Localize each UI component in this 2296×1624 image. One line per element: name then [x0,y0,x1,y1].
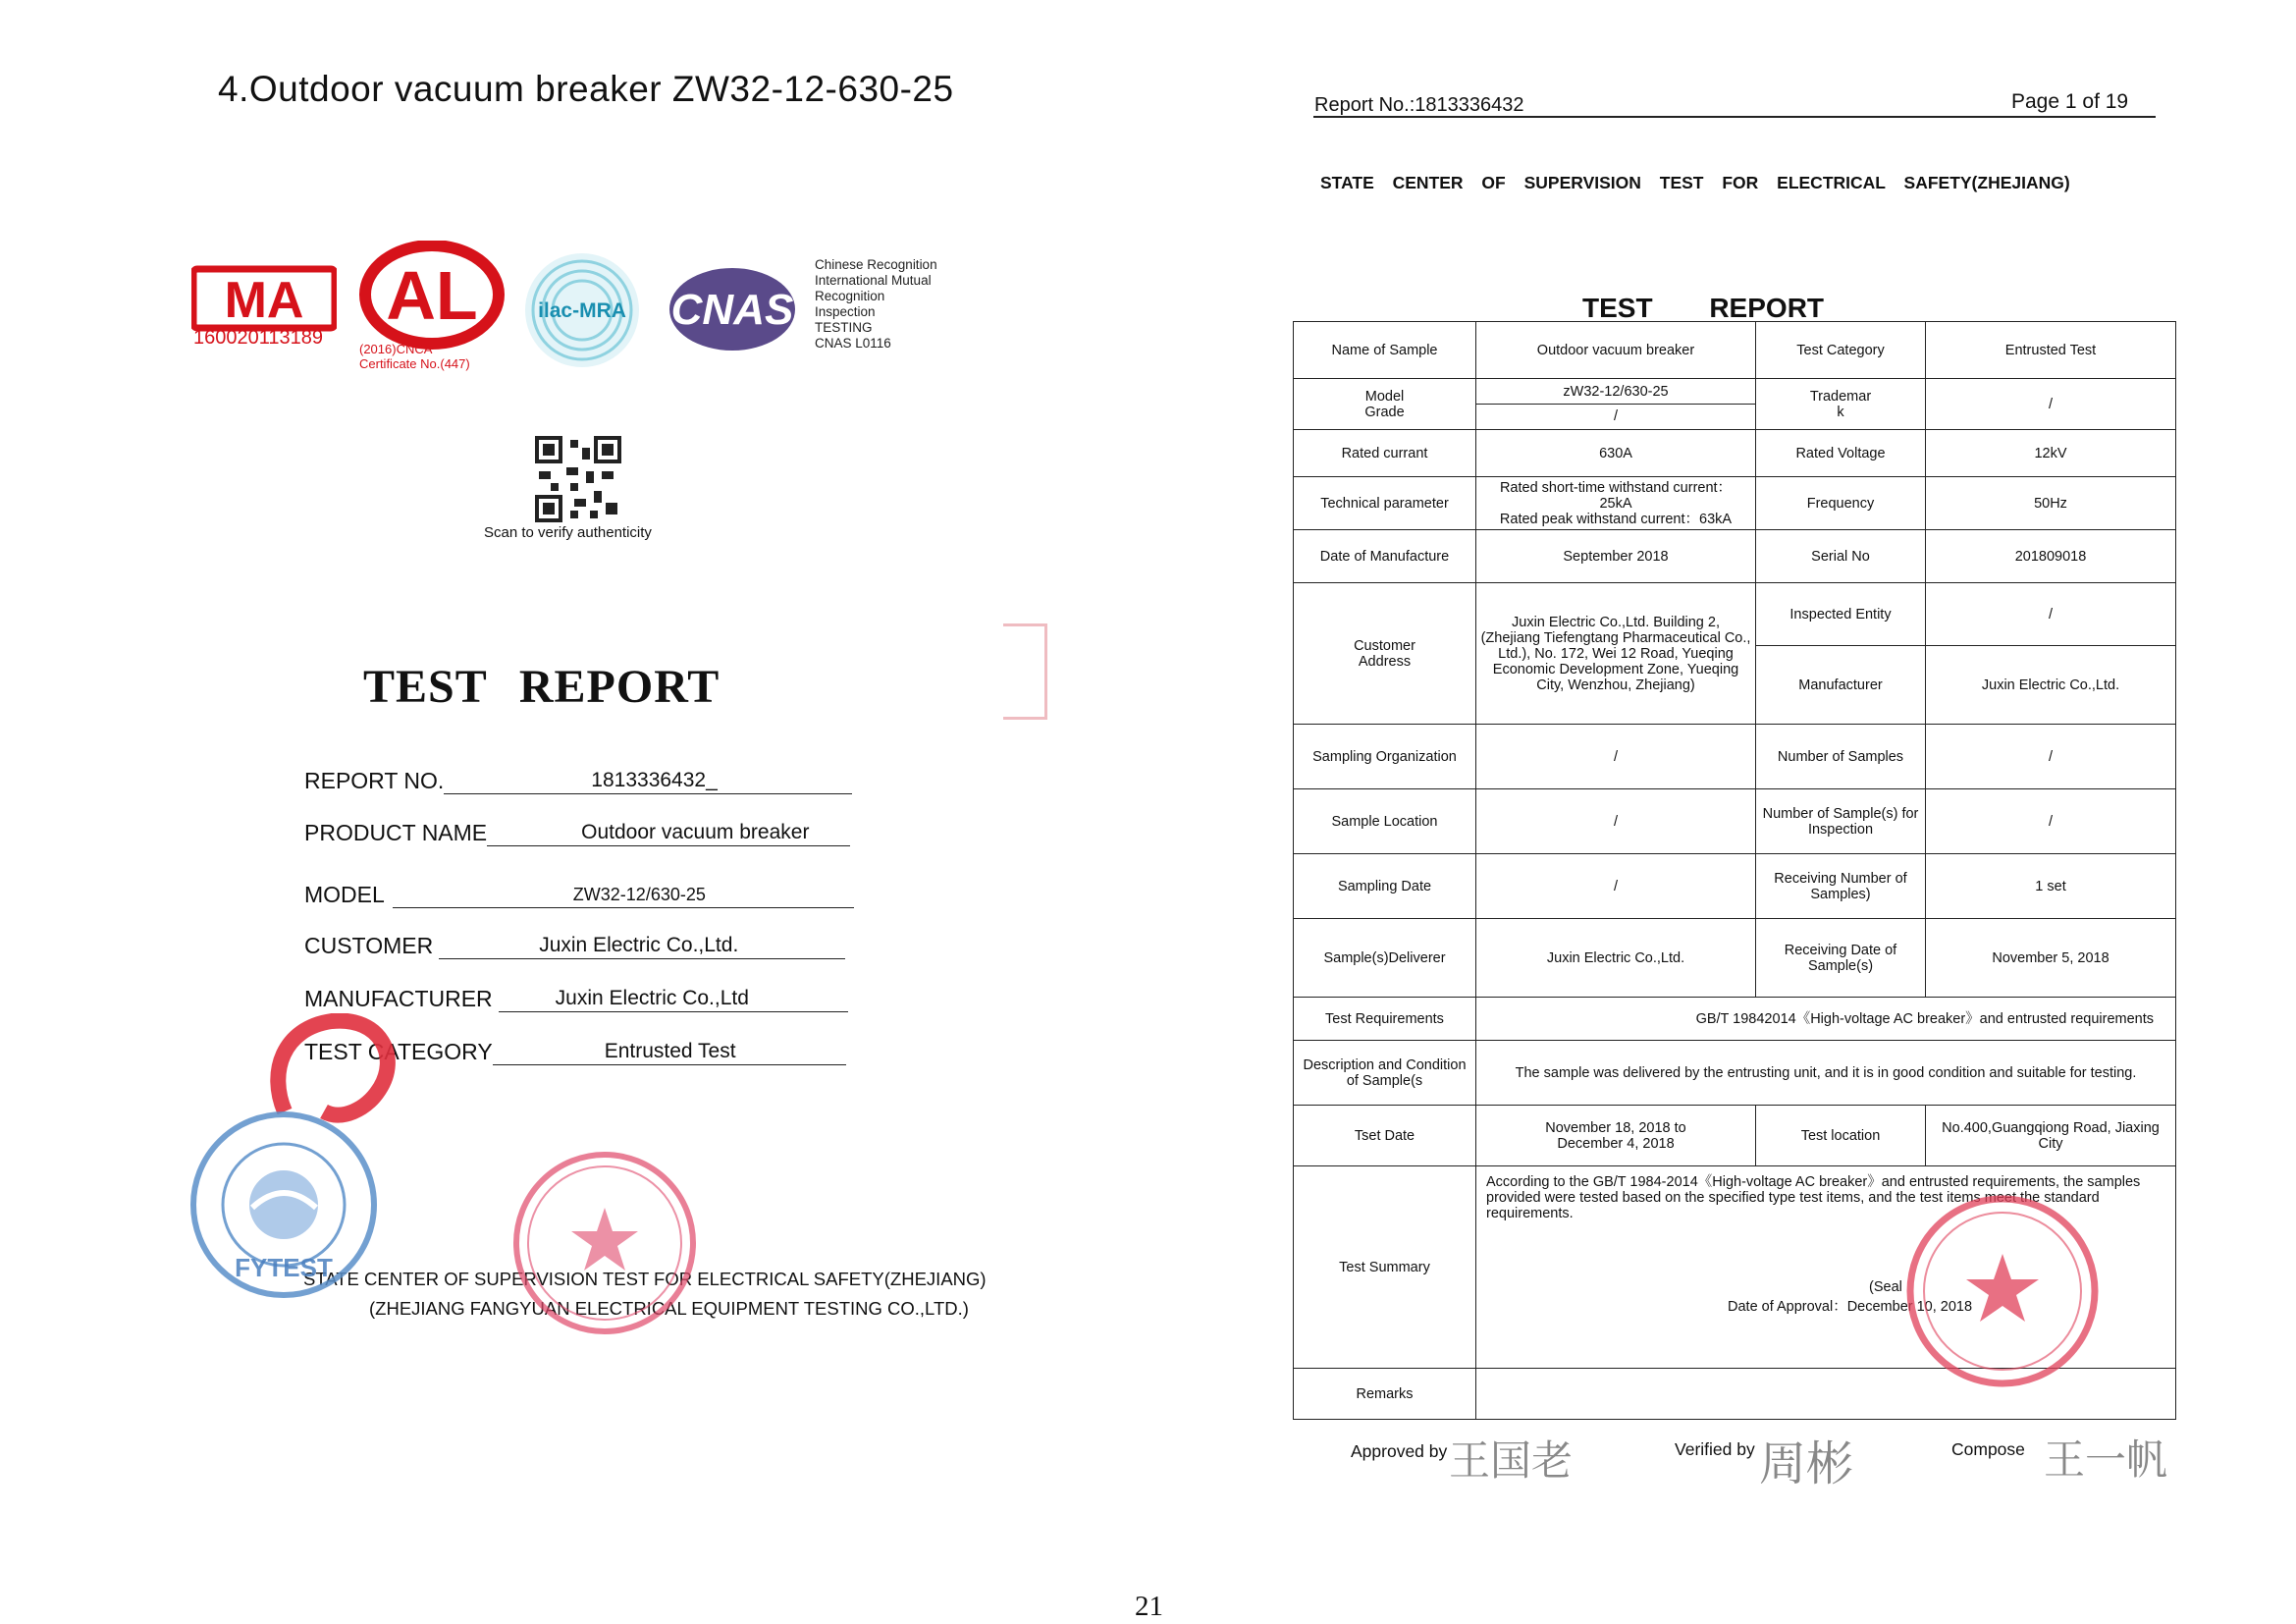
field-manufacturer: MANUFACTURER Juxin Electric Co.,Ltd [304,986,848,1012]
table-row: Rated currant 630A Rated Voltage 12kV [1294,430,2176,477]
approval-seal-stamp-icon [1904,1193,2101,1389]
org-name: STATE CENTER OF SUPERVISION TEST FOR ELECTRICAL SAFETY(ZHEJIANG) [303,1269,987,1289]
table-row: Test Requirements GB/T 19842014《High-voltage AC breaker》and entrusted requirements [1294,998,2176,1041]
table-row: Description and Condition of Sample(s The sample was delivered by the entrusting unit, and it is in good condition and suitable for testing. [1294,1041,2176,1106]
svg-text:CNAS: CNAS [670,286,794,334]
table-row: Technical parameter Rated short-time withstand current： 25kA Rated peak withstand current：63kA Frequency 50Hz [1294,477,2176,530]
table-row: Name of Sample Outdoor vacuum breaker Test Category Entrusted Test [1294,322,2176,379]
test-category-value: Entrusted Test [604,1040,736,1062]
table-row: Remarks [1294,1369,2176,1420]
table-row: Customer Address Juxin Electric Co.,Ltd. Building 2, (Zhejiang Tiefengtang Pharmaceutical Co., Ltd.), No. 172, Wei 12 Road, Yueqing Economic Development Zone, Yueqing City, Wenzhou, Zhejiang) Inspected Entity / [1294,583,2176,646]
field-model: MODEL ZW32-12/630-25 [304,882,854,908]
recognition-text: Chinese Recognition International Mutual Recognition Inspection TESTING CNAS L0116 [815,257,937,351]
left-report-title: TEST REPORT [363,661,721,713]
field-product-name: PRODUCT NAME Outdoor vacuum breaker [304,820,850,846]
table-row: Sample Location / Number of Sample(s) for Inspection / [1294,789,2176,854]
cnca-logo [358,241,506,358]
cma-number: 160020113189 [193,327,323,349]
svg-text:MA: MA [224,272,304,329]
table-row: Date of Manufacture September 2018 Serial No 201809018 [1294,530,2176,583]
verified-by-label: Verified by [1675,1439,1755,1459]
compose-signature-icon: 王一帆 [2044,1435,2168,1484]
table-row: Sampling Organization / Number of Samples / [1294,725,2176,789]
center-name: STATE CENTER OF SUPERVISION TEST FOR ELECTRICAL SAFETY(ZHEJIANG) [1320,173,2070,192]
scan-text: Scan to verify authenticity [484,524,652,541]
table-row: Sampling Date / Receiving Number of Samples) 1 set [1294,854,2176,919]
cnca-certificate: (2016)CNCA Certificate No.(447) [359,342,470,371]
approved-signature-icon: 王国老 [1449,1436,1574,1485]
report-number: Report No.:1813336432 [1314,94,1524,116]
svg-text:ilac-MRA: ilac-MRA [538,299,626,322]
table-row: Model Grade zW32-12/630-25 / Trademar k / [1294,379,2176,430]
manufacturer-value: Juxin Electric Co.,Ltd [555,987,749,1009]
red-seal-stamp-icon [510,1149,699,1337]
table-row: Sample(s)Deliverer Juxin Electric Co.,Ltd. Receiving Date of Sample(s) November 5, 2018 [1294,919,2176,998]
approved-by-label: Approved by [1351,1441,1448,1461]
page-number: 21 [1135,1591,1163,1622]
report-no-value: 1813336432_ [591,769,718,791]
product-name-value: Outdoor vacuum breaker [581,821,810,843]
page-heading: 4.Outdoor vacuum breaker ZW32-12-630-25 [218,69,954,109]
ilac-mra-logo [522,250,642,370]
compose-label: Compose [1951,1439,2025,1459]
cma-logo [191,263,337,334]
model-value: ZW32-12/630-25 [572,885,706,904]
header-rule [1313,116,2156,118]
blue-seal-stamp-icon [188,1110,380,1301]
customer-value: Juxin Electric Co.,Ltd. [539,934,739,956]
table-row: Manufacturer Juxin Electric Co.,Ltd. [1294,646,2176,725]
fytest-stamp-text: FYTEST [235,1253,333,1282]
svg-text:AL: AL [386,257,478,334]
table-row: Test Summary According to the GB/T 1984-2014《High-voltage AC breaker》and entrusted requirements, the samples provided were tested based on the specified type test items, and the test items meet the standard requirements. (Seal Date of Approval：December 10, 2018 [1294,1166,2176,1369]
qr-code-icon[interactable] [535,436,621,522]
partial-stamp-mark-icon [1003,623,1047,720]
field-customer: CUSTOMER Juxin Electric Co.,Ltd. [304,933,845,959]
field-report-no: REPORT NO. 1813336432_ [304,768,852,794]
page-indicator: Page 1 of 19 [2011,90,2129,113]
verified-signature-icon: 周彬 [1759,1436,1854,1491]
cnas-logo [667,265,797,353]
right-report-title: TEST REPORT [1582,293,1825,323]
field-test-category: TEST CATEGORY Entrusted Test [304,1039,846,1065]
table-row: Tset Date November 18, 2018 to December 4, 2018 Test location No.400,Guangqiong Road, Jiaxing City [1294,1106,2176,1166]
org-subname: (ZHEJIANG FANGYUAN ELECTRICAL EQUIPMENT TESTING CO.,LTD.) [369,1298,969,1319]
